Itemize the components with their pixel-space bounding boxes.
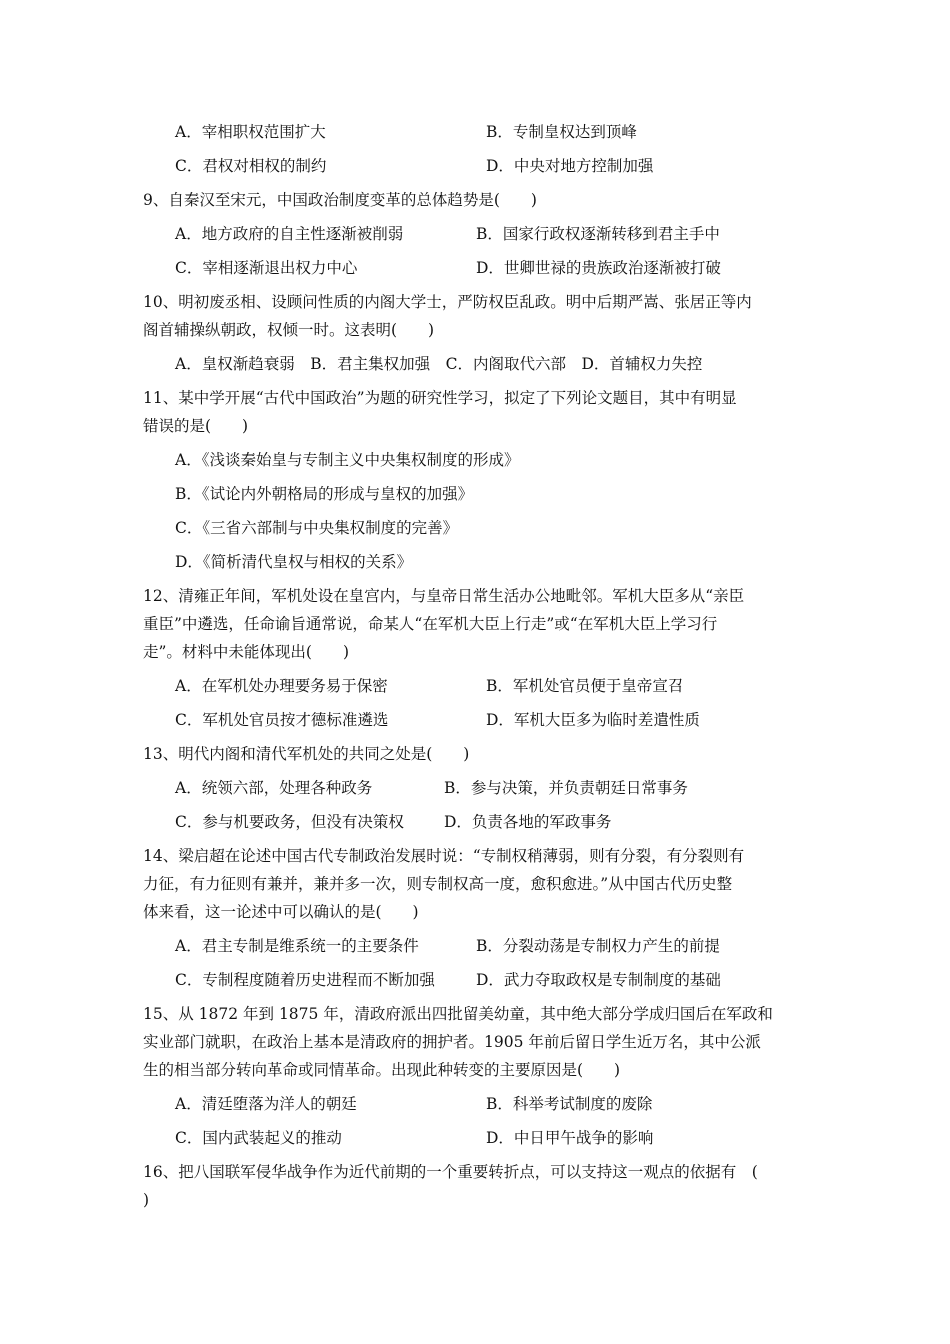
q9-option-a: A．地方政府的自主性逐渐被削弱 <box>175 225 404 243</box>
q11-option-d: D．《简析清代皇权与相权的关系》 <box>175 553 413 571</box>
q12-stem-line1: 12、清雍正年间，军机处设在皇宫内，与皇帝日常生活办公地毗邻。军机大臣多从“亲臣 <box>143 587 745 605</box>
q15-stem-line3: 生的相当部分转向革命或同情革命。出现此种转变的主要原因是( ) <box>143 1061 621 1079</box>
q8-option-b: B．专制皇权达到顶峰 <box>486 123 637 141</box>
q14-option-c: C．专制程度随着历史进程而不断加强 <box>175 971 435 989</box>
q16-stem-line2: ) <box>143 1191 150 1209</box>
q9-option-c: C．宰相逐渐退出权力中心 <box>175 259 358 277</box>
q8-option-a: A．宰相职权范围扩大 <box>175 123 326 141</box>
q11-stem-line2: 错误的是( ) <box>143 417 249 435</box>
q15-stem-line2: 实业部门就职，在政治上基本是清政府的拥护者。1905 年前后留日学生近万名，其中公派 <box>143 1033 761 1051</box>
q13-option-b: B．参与决策，并负责朝廷日常事务 <box>444 779 688 797</box>
q14-option-a: A．君主专制是维系统一的主要条件 <box>175 937 419 955</box>
q12-stem-line2: 重臣”中遴选，任命谕旨通常说，命某人“在军机大臣上行走”或“在军机大臣上学习行 <box>143 615 718 633</box>
q11-option-c: C．《三省六部制与中央集权制度的完善》 <box>175 519 459 537</box>
q13-stem: 13、明代内阁和清代军机处的共同之处是( ) <box>143 745 470 763</box>
q13-option-a: A．统领六部，处理各种政务 <box>175 779 373 797</box>
q15-stem-line1: 15、从 1872 年到 1875 年，清政府派出四批留美幼童，其中绝大部分学成归国后在军政和 <box>143 1005 773 1023</box>
q14-stem-line1: 14、梁启超在论述中国古代专制政治发展时说：“专制权稍薄弱，则有分裂，有分裂则有 <box>143 847 745 865</box>
q12-option-c: C．军机处官员按才德标准遴选 <box>175 711 389 729</box>
q12-stem-line3: 走”。材料中未能体现出( ) <box>143 643 350 661</box>
q10-stem-line1: 10、明初废丞相、设顾问性质的内阁大学士，严防权臣乱政。明中后期严嵩、张居正等内 <box>143 293 752 311</box>
q11-option-b: B．《试论内外朝格局的形成与皇权的加强》 <box>175 485 474 503</box>
q14-option-d: D．武力夺取政权是专制制度的基础 <box>476 971 721 989</box>
q15-option-d: D．中日甲午战争的影响 <box>486 1129 654 1147</box>
q12-option-d: D．军机大臣多为临时差遣性质 <box>486 711 700 729</box>
q8-option-d: D．中央对地方控制加强 <box>486 157 654 175</box>
q11-option-a: A．《浅谈秦始皇与专制主义中央集权制度的形成》 <box>175 451 520 469</box>
q15-option-a: A．清廷堕落为洋人的朝廷 <box>175 1095 357 1113</box>
q13-option-d: D．负责各地的军政事务 <box>444 813 612 831</box>
q11-stem-line1: 11、某中学开展“古代中国政治”为题的研究性学习，拟定了下列论文题目，其中有明显 <box>143 389 737 407</box>
q15-option-b: B．科举考试制度的废除 <box>486 1095 653 1113</box>
q16-stem-line1: 16、把八国联军侵华战争作为近代前期的一个重要转折点，可以支持这一观点的依据有 ( <box>143 1163 758 1181</box>
q9-option-b: B．国家行政权逐渐转移到君主手中 <box>476 225 720 243</box>
q9-stem: 9、自秦汉至宋元，中国政治制度变革的总体趋势是( ) <box>143 191 537 209</box>
q12-option-a: A．在军机处办理要务易于保密 <box>175 677 388 695</box>
q14-stem-line3: 体来看，这一论述中可以确认的是( ) <box>143 903 419 921</box>
q12-option-b: B．军机处官员便于皇帝宣召 <box>486 677 684 695</box>
q10-stem-line2: 阁首辅操纵朝政，权倾一时。这表明( ) <box>143 321 435 339</box>
q9-option-d: D．世卿世禄的贵族政治逐渐被打破 <box>476 259 721 277</box>
q13-option-c: C．参与机要政务，但没有决策权 <box>175 813 404 831</box>
q8-option-c: C．君权对相权的制约 <box>175 157 327 175</box>
q14-stem-line2: 力征，有力征则有兼并，兼并多一次，则专制权高一度，愈积愈进。”从中国古代历史整 <box>143 875 733 893</box>
q10-options: A．皇权渐趋衰弱 B．君主集权加强 C．内阁取代六部 D．首辅权力失控 <box>175 355 703 373</box>
q14-option-b: B．分裂动荡是专制权力产生的前提 <box>476 937 720 955</box>
q15-option-c: C．国内武装起义的推动 <box>175 1129 342 1147</box>
